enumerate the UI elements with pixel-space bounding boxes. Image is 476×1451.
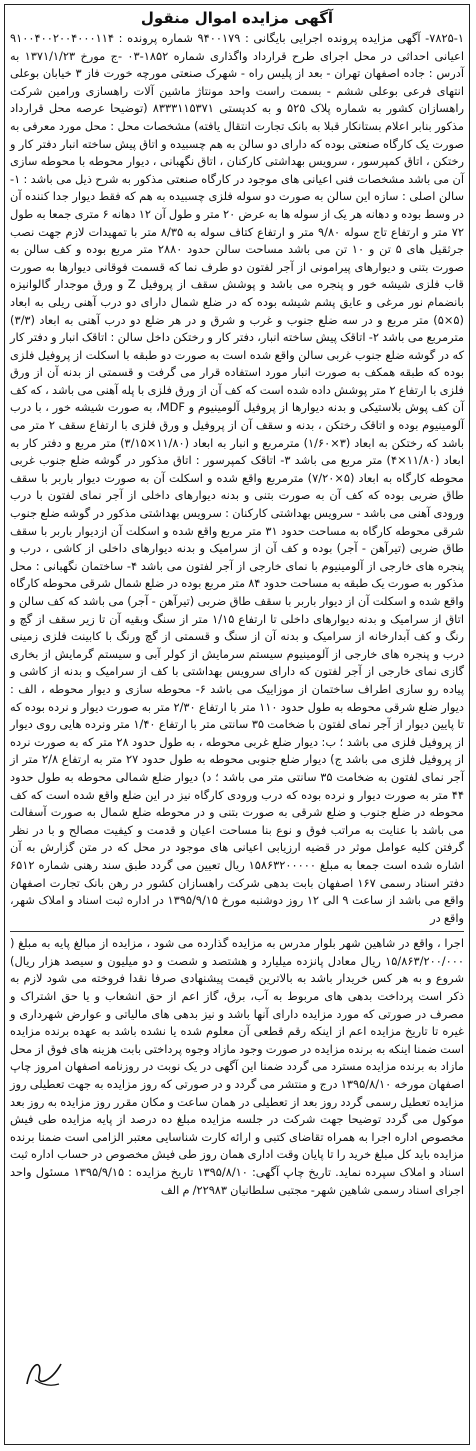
- notice-page: [4, 4, 470, 1445]
- notice-body: ۷۸۲۵-۱- آگهی مزایده پرونده اجرایی بایگانی : ۹۴۰۰۱۷۹ شماره پرونده : ۹۱۰۰۴۰۰۲۰۰۴۰۰۰۱۱۴ اعیانی احداثی در محل اجرای طرح قرارداد واگذاری شماره ۱۸۵۲-۰۳ -ج مورخ ۱۳۷۱/۱/۲۳ به آدرس : جاده اصفهان تهران - بعد از پلیس راه - شهرک صنعتی مورچه خورت فاز ۳ خیابان بوعلی انتهای فرعی بوعلی ششم - بسمت راست واحد مونتاژ ماشین آلات راهسازی ورامین شرکت راهسازان کشور به شماره پلاک ۵۲۵ و به کدپستی ۸۳۳۳۱۱۵۳۷۱ (توضیحا عرصه محل قرارداد مذکور بنابر اعلام بستانکار قبلا به بانک تجارت انتقال یافته) مشخصات محل : محل مورد معرفی به صورت یک کارگاه صنعتی بوده که دارای دو سالن به هم چسبیده و اتاق پیش ساخته انبار دفتر کار و رختکن ، اتاق کمپرسور ، سرویس بهداشتی کارکنان ، اتاق نگهبانی ، دیوار محوطه با محوطه سازی آن می باشد مشخصات فنی اعیانی های موجود در کارگاه صنعتی مذکور به شرح ذیل می باشد : ۱- سالن اصلی : سازه این سالن به صورت دو سوله فلزی چسبیده به هم که فقط دیوار جدا کننده آن در وسط بوده و دهانه هر یک از سوله ها به عرض ۲۰ متر و طول آن ۱۲ دهانه ۶ متری جمعا به طول ۷۲ متر و ارتفاع تاج سوله ۹/۸۰ متر و ارتفاع کتاف سوله به ۸/۳۵ متر با تمهیدات لازم جهت نصب جرثقیل های ۵ تن و ۱۰ تن می باشد مساحت سالن حدود ۲۸۸۰ متر مربع بوده و کف سالن به صورت بتنی و دیوارهای پیرامونی از آجر لفتون دو طرف نما که قسمت فوقانی دیوارها به صورت قاب فلزی شیشه خور و پنجره می باشد و پوشش سقف از پروفیل Z و ورق موجدار گالوانیزه بانضمام نور مرغی و عایق پشم شیشه بوده که در ضلع شمال دارای دو درب آهنی ریلی به ابعاد (۵×۵) متر مربع و در سه ضلع جنوب و غرب و شرق و در هر ضلع دو درب آهنی به ابعاد (۳/۳) مترمربع می باشد ۲- اتاقک پیش ساخته انبار، دفتر کار و رختکن داخل سالن : اتاقک انبار و دفتر کار که در گوشه ضلع جنوب غربی سالن واقع شده است به صورت دو طبقه با اسکلت از پروفیل فلزی بوده که طبقه همکف به صورت انبار مورد استفاده قرار می گرفت و قسمتی از بدنه آن از ورق فلزی با ارتفاع ۲ متر پوشش داده شده است که کف آن از ورق فلزی با پله آهنی می باشد ، که کف آن کف پوش بلاستیکی و بدنه دیوارها از پروفیل آلومینیوم و MDF، به صورت شیشه خور ، با درب آلومینیوم بوده و اتاقک رختکن ، بدنه و سقف آن از پروفیل و ورق فلزی با ارتفاع سقف ۲ متر می باشد که رختکن به ابعاد (۳×۱/۶۰) مترمربع و انبار به ابعاد (۱۱/۸۰×۳/۱۵) متر مربع و دفتر کار به ابعاد (۱۱/۸۰×۴) متر مربع می باشد ۳- اتاقک کمپرسور : اتاق مذکور در گوشه ضلع جنوب غربی محوطه کارگاه به ابعاد (۵×۷/۲۰) مترمربع واقع شده و اسکلت آن به صورت دیوار باربر با سقف طاق ضربی بوده که کف آن به صورت بتنی و بدنه دیوارهای داخلی از آجر نمای لفتون با درب ورودی آهنی می باشد - سرویس بهداشتی کارکنان : سرویس بهداشتی مذکور در گوشه ضلع جنوب شرقی محوطه کارگاه به مساحت حدود ۳۱ متر مربع واقع شده و اسکلت آن ازدیوار باربر با سقف طاق ضربی (تیرآهن - آجر) بوده و کف آن از سرامیک و بدنه دیوارهای داخلی از کاشی ، درب و پنجره های خارجی از آلومینیوم با نمای خارجی از آجر لفتون می باشد ۴- ساختمان نگهبانی : محل مذکور به صورت یک طبقه به مساحت حدود ۸۴ متر مربع بوده در ضلع شمال شرقی محوطه کارگاه واقع شده و اسکلت آن از دیوار باربر با سقف طاق ضربی (تیرآهن - آجر) می باشد که کف سالن و اتاق از سرامیک و بدنه دیوارهای داخلی تا ارتفاع ۱/۱۵ متر از سنگ وبقیه آن تا زیر سقف از گچ و رنگ و کف آبدارخانه از سرامیک و بدنه آن از سنگ و قسمتی از گچ ورنگ با کابینت فلزی زمینی درب و پنجره های خارجی از آلومینیوم سیستم سرمایش از کولر آبی و سیستم گرمایش از بخاری گازی نمای خارجی از آجر لفتون که دارای سرویس بهداشتی با کف از سرامیک و بدنه از کاشی و پیاده رو سازی اطراف ساختمان از موزاییک می باشد ۶- محوطه سازی و دیوار محوطه ، الف : دیوار ضلع شرقی محوطه به طول حدود ۱۱۰ متر با ارتفاع ۲/۳۰ متر به صورت دیوار و نرده بوده که تا پایین دیوار از آجر نمای لفتون با ضخامت ۳۵ سانتی متر با ارتفاع ۱/۴۰ متر ونرده هایی روی دیوار از پروفیل فلزی می باشد ؛ ب: دیوار ضلع غربی محوطه ، به طول حدود ۲۸ متر که به صورت نرده از پروفیل فلزی می باشد ج) دیوار ضلع جنوبی محوطه به طول حدود ۲۷ متر به ارتفاع ۲/۸ متر از آجر نمای لفتون به ضخامت ۳۵ سانتی متر می باشد ؛ د) دیوار ضلع شمالی محوطه به طول حدود ۴۴ متر به صورت دیوار و نرده بوده که درب ورودی کارگاه نیز در این ضلع واقع شده است که کف محوطه در ضلع جنوب و ضلع شرقی به صورت بتنی و در محوطه ضلع شمال به صورت آسفالت می باشد با عنایت به مراتب فوق و نوع بنا مساحت اعیان و قدمت و کیفیت مصالح و با در نظر گرفتن کلیه عوامل موثر در قضیه ارزیابی اعیانی های موجود در محل که در متن گزارش به آن اشاره شده است جمعا به مبلغ ۱۵۸۶۳۲۰۰۰۰۰ ریال تعیین می گردد طبق سند رهنی شماره ۶۵۱۲ دفتر اسناد رسمی ۱۶۷ اصفهان بابت بدهی شرکت راهسازان کشور در رهن بانک تجارت اصفهان واقع می باشد از ساعت ۹ الی ۱۲ روز دوشنبه مورخ ۱۳۹۵/۹/۱۵ در اداره ثبت اسناد و املاک شهر، واقع در: [10, 31, 465, 925]
- section-divider: [10, 931, 464, 932]
- notice-title: آگهی مزایده اموال منقول: [140, 9, 334, 27]
- signature-mark: [21, 1354, 67, 1390]
- auction-terms: اجرا ، واقع در شاهین شهر بلوار مدرس به مزایده گذارده می شود ، مزایده از مبالغ پایه به مبلغ ( ۱۵/۸۶۳/۲۰۰/۰۰۰ ریال معادل پانزده میلیارد و هشتصد و شصت و دو میلیون و سیصد هزار ریال) شروع و به هر کس خریدار باشد به بالاترین قیمت پیشنهادی صرفا نقدا فروخته می شود لازم به ذکر است پرداخت بدهی های مربوط به آب، برق، گاز اعم از حق انشعاب و یا حق اشتراک و مصرف در صورتی که مورد مزایده دارای آنها باشد و نیز بدهی های مالیاتی و عوارض شهرداری و غیره تا تاریخ مزایده اعم از اینکه رقم قطعی آن معلوم شده یا نشده باشد به عهده برنده مزایده است ضمنا اینکه به برنده مزایده در صورت وجود مازاد وجوه پرداختی بابت هزینه های فوق از محل مازاد به برنده مزایده مسترد می گردد ضمنا این آگهی در یک نوبت در روزنامه اصفهان امروز چاپ اصفهان مورخه ۱۳۹۵/۸/۱۰ درج و منتشر می گردد و در صورتی که روز مزایده به جهت تعطیلی روز مزایده تعطیل رسمی گردد روز بعد از تعطیلی در همان ساعت و مکان مقرر روز مزایده به روز بعد موکول می گردد توضیحا جهت شرکت در جلسه مزایده مبلغ ده درصد از پایه مزایده طی فیش مخصوص اداره اجرا به همراه تقاضای کتبی و ارائه کارت شناسایی معتبر الزامی است ضمنا برنده مزایده باید کل مبلغ خرید را تا پایان وقت اداری همان روز طی فیش مخصوص در حساب اداره ثبت اسناد و املاک سپرده نماید. تاریخ چاپ آگهی: ۱۳۹۵/۸/۱۰ تاریخ مزایده : ۱۳۹۵/۹/۱۵ مسئول واحد اجرای اسناد رسمی شاهین شهر- مجتبی سلطانیان ۲۲۹۸۳/ م الف: [10, 936, 465, 1197]
